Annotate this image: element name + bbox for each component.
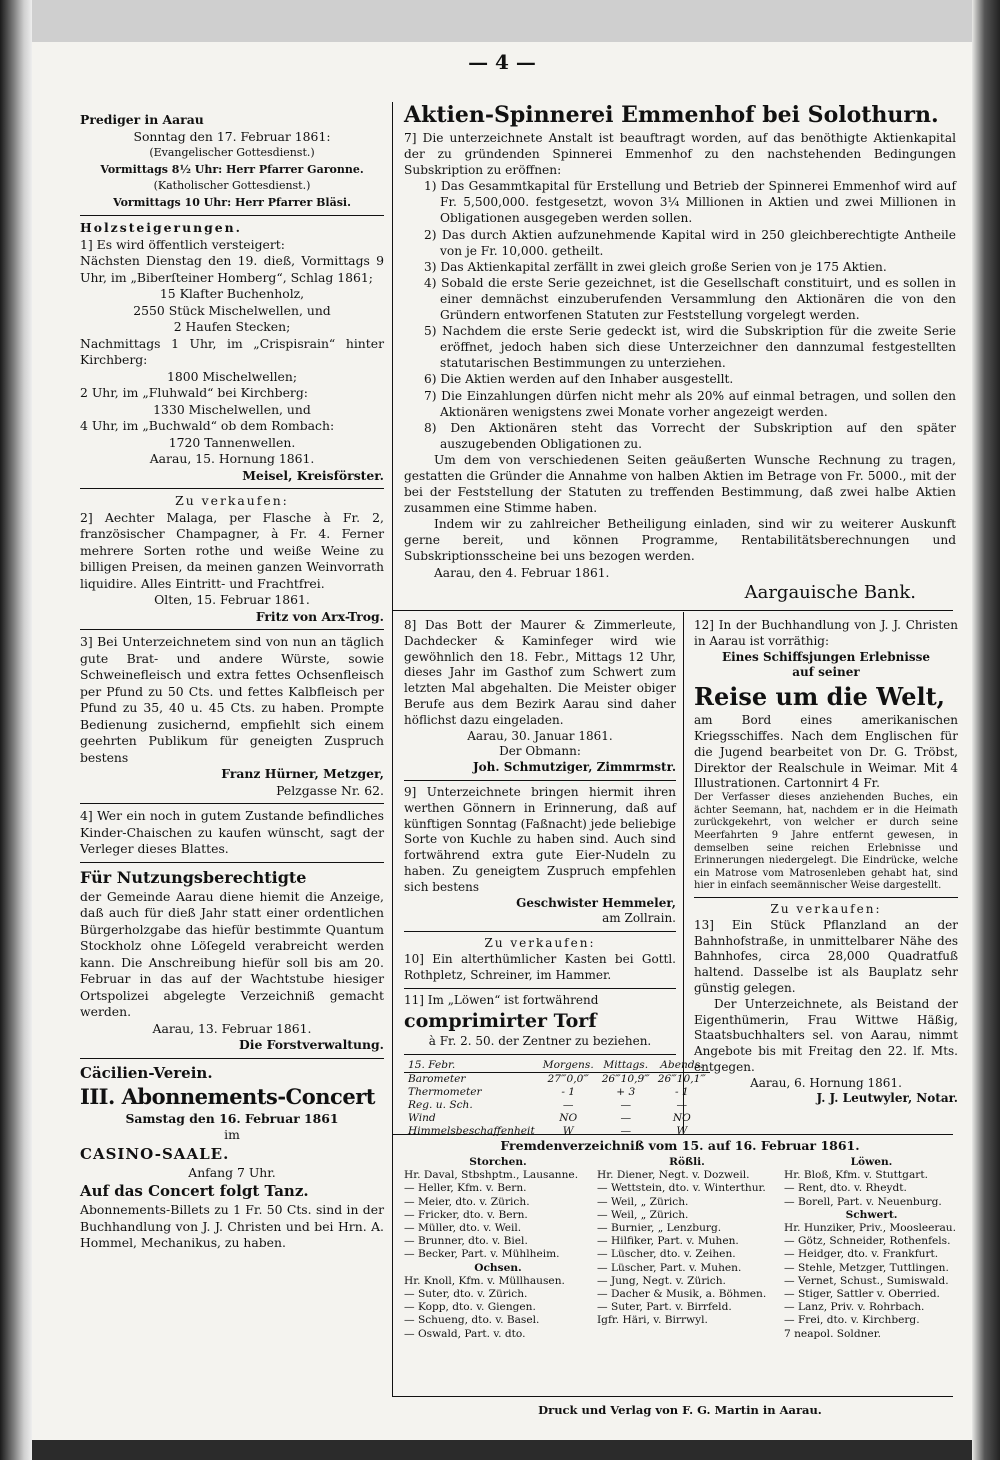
fremden-list — [597, 1169, 777, 1327]
fremden-col1-heading2: Ochsen. — [474, 1261, 522, 1274]
hemmeler-signature: Geschwister Hemmeler, — [516, 895, 676, 910]
fremden-entry: 7 neapol. Soldner. — [784, 1327, 881, 1340]
bott-obmann: Der Obmann: — [499, 744, 581, 759]
fremden-entry: Hr. Bloß, Kfm. v. Stuttgart. — [784, 1169, 928, 1182]
verkauf2-title: Zu verkaufen: — [484, 936, 596, 951]
weather-table — [404, 1059, 710, 1138]
torf-price: à Fr. 2. 50. der Zentner zu beziehen. — [428, 1034, 652, 1049]
weather-row — [404, 1125, 710, 1138]
scan-right-edge — [972, 0, 1000, 1460]
prediger-vorm: Vormittags 8½ Uhr: Herr Pfarrer Garonne. — [100, 162, 364, 176]
buch-text: am Bord eines amerikanischen Kriegsschiffes. Nach dem Englischen für die Jugend bearbeitet von Dr. G. Tröbst, Direktor der Realschule in Weimar. Mit 4 Illustrationen. Cartonnirt 4 Fr. — [694, 713, 958, 791]
weather-cell: — — [676, 1099, 688, 1112]
verkauf3-signature: J. J. Leutwyler, Notar. — [816, 1091, 958, 1106]
aktien-item: 7) Die Einzahlungen dürfen nicht mehr als 20% auf einmal betragen, und sollen den Aktionären wenigstens zwei Monate vorher angezeigt werden. — [424, 388, 956, 419]
fremden-entry: — Wettstein, dto. v. Winterthur. — [597, 1182, 766, 1195]
fremden-col3 — [784, 1156, 959, 1341]
aktien-p2: Indem wir zu zahlreicher Betheiligung einladen, sind wir zu weiterer Auskunft gerne bereit, und können Programme, Rentabilitätsberechnungen und Subskriptionsscheine bei uns bezogen werden. — [404, 517, 956, 564]
fremden-entry: — Hilfiker, Part. v. Muhen. — [597, 1235, 739, 1248]
holz-l1: 15 Klafter Buchenholz, — [159, 286, 305, 301]
prediger-evang: (Evangelischer Gottesdienst.) — [149, 146, 315, 159]
scan-top-edge — [32, 0, 972, 42]
aktien-signature: Aargauische Bank. — [744, 581, 916, 603]
weather-cell: 27‴0,0‴ — [547, 1073, 589, 1086]
holz-l6: 1720 Tannenwellen. — [168, 434, 296, 450]
weather-cell: NO — [559, 1112, 578, 1125]
fremden-entry: — Suter, dto. v. Zürich. — [404, 1288, 528, 1301]
aktien-item: 1) Das Gesammtkapital für Erstellung und Betrieb der Spinnerei Emmenhof wird auf Fr. 5,500,000. festgesetzt, wovon 3¼ Millionen in Aktien und zwei Millionen in Obligationen ausgegeben werden sollen. — [424, 179, 956, 226]
weather-cell: Reg. u. Sch. — [408, 1099, 473, 1112]
concert-im: im — [224, 1127, 240, 1142]
fremden-entry: Hr. Daval, Stbshptm., Lausanne. — [404, 1169, 579, 1182]
nutzung-date: Aarau, 13. Februar 1861. — [152, 1020, 312, 1036]
fremden-col1-heading: Storchen. — [469, 1156, 527, 1168]
torf-intro: 11] Im „Löwen“ ist fortwährend — [404, 992, 599, 1007]
bott-date: Aarau, 30. Januar 1861. — [467, 728, 613, 743]
verkauf1-text: 2] Aechter Malaga, per Flasche à Fr. 2, französischer Champagner, à Fr. 4. Ferner mehrere Sorten rothe und weiße Weine zu billigen Preisen, da meinen ganzen Weinvorrath liquidire. Alles Eintritt- und Frachtfrei. — [80, 509, 384, 591]
fremden-col3-heading: Löwen. — [850, 1156, 893, 1168]
nutzung-text: der Gemeinde Aarau diene hiemit die Anzeige, daß auch für dieß Jahr statt einer ordentlichen Bürgerholzgabe das hiefür bestimmte Quantum Stockholz ohne Löſegeld verabreicht werden kann. Die Anschreibung hiefür soll bis am 20. Februar in das auf der Wachtstube hiesiger Ortspolizei abgelegte Verzeichniß gemacht werden. — [80, 888, 384, 1019]
holz-p2: Nächsten Dienstag den 19. dieß, Vormittags 9 Uhr, im „Biberſteiner Homberg“, Schlag 1861; — [80, 253, 384, 285]
right-column — [694, 618, 958, 1107]
weather-cell: 26‴10,1‴ — [657, 1073, 706, 1086]
torf-title: comprimirter Torf — [404, 1010, 597, 1033]
fremden-entry: — Götz, Schneider, Rothenfels. — [784, 1235, 951, 1248]
weather-cell: W — [676, 1125, 688, 1138]
buch-title3: Reise um die Welt, — [694, 682, 946, 712]
fremden-entry: — Fricker, dto. v. Bern. — [404, 1208, 528, 1221]
fremden-entry: — Müller, dto. v. Weil. — [404, 1222, 522, 1235]
holz-p1: 1] Es wird öffentlich versteigert: — [80, 236, 285, 252]
footer — [404, 1402, 956, 1419]
holz-p5: 4 Uhr, im „Buchwald“ ob dem Rombach: — [80, 418, 335, 433]
concert-date: Samstag den 16. Februar 1861 — [125, 1110, 339, 1126]
fremden-entry: — Meier, dto. v. Zürich. — [404, 1195, 530, 1208]
aktien-item: 8) Den Aktionären steht das Vorrecht der Subskription auf den später auszugebenden Obligationen zu. — [424, 420, 956, 451]
verkauf3-text2: Der Unterzeichnete, als Beistand der Eigenthümerin, Frau Wittwe Häßig, Staatsbuchhalters sel. von Aarau, nimmt Angebote bis mit Freitag den 22. lf. Mts. entgegen. — [694, 996, 958, 1074]
verkauf1-date: Olten, 15. Februar 1861. — [154, 592, 310, 607]
fremden-list — [404, 1275, 592, 1341]
fremden-list — [784, 1222, 959, 1341]
buch-intro: 12] In der Buchhandlung von J. J. Christen in Aarau ist vorräthig: — [694, 618, 958, 648]
fremden-entry: — Becker, Part. v. Mühlheim. — [404, 1248, 560, 1261]
weather-header-cell: Morgens. — [542, 1059, 594, 1072]
fremden-entry: — Suter, Part. v. Birrfeld. — [597, 1301, 732, 1314]
aktien-item: 6) Die Aktien werden auf den Inhaber ausgestellt. — [424, 372, 734, 387]
fremden-col2 — [597, 1156, 777, 1328]
prediger-kath: (Katholischer Gottesdienst.) — [153, 179, 311, 192]
holz-date: Aarau, 15. Hornung 1861. — [149, 451, 315, 466]
aktien-section — [404, 100, 956, 605]
weather-cell: - 1 — [561, 1086, 576, 1099]
weather-cell: W — [562, 1125, 574, 1138]
bott-signature: Joh. Schmutziger, Zimmrmstr. — [472, 760, 676, 775]
fremden-entry: — Brunner, dto. v. Biel. — [404, 1235, 528, 1248]
nutzung-title: Für Nutzungsberechtigte — [80, 867, 307, 887]
aktien-item: 3) Das Aktienkapital zerfällt in zwei gleich große Serien von je 175 Aktien. — [424, 259, 887, 274]
concert-anfang: Anfang 7 Uhr. — [188, 1164, 276, 1180]
prediger-date: Sonntag den 17. Februar 1861: — [133, 128, 331, 144]
fremden-title: Fremdenverzeichniß vom 15. auf 16. Februar 1861. — [500, 1138, 860, 1153]
weather-cell: — — [620, 1099, 632, 1112]
verkauf2-text: 10] Ein alterthümlicher Kasten bei Gottl. Rothpletz, Schreiner, im Hammer. — [404, 951, 676, 982]
concert-verein: Cäcilien-Verein. — [80, 1063, 213, 1082]
weather-cell: Wind — [408, 1112, 436, 1125]
fremden-entry: Hr. Knoll, Kfm. v. Müllhausen. — [404, 1274, 565, 1287]
holz-l2: 2550 Stück Mischelwellen, und — [133, 302, 331, 318]
holz-p4: 2 Uhr, im „Fluhwald“ bei Kirchberg: — [80, 385, 308, 400]
weather-header-cell: 15. Febr. — [408, 1059, 456, 1072]
metzger-text: 3] Bei Unterzeichnetem sind von nun an täglich gute Brat- und andere Würste, sowie Schweinefleisch und extra fettes Ochsenfleisch per Pfund zu 50 Cts. und fettes Kalbfleisch per Pfund zu 35, 40 u. 45 Cts. zu haben. Prompte Bedienung zusichernd, empfiehlt sich einem geehrten Publikum für geneigten Zuspruch bestens — [80, 634, 384, 765]
fremden-col3-heading2: Schwert. — [845, 1208, 898, 1221]
footer-text: Druck und Verlag von F. G. Martin in Aarau. — [538, 1403, 822, 1417]
newspaper-page — [32, 42, 972, 1440]
fremden-entry: — Lüscher, Part. v. Muhen. — [597, 1261, 742, 1274]
aktien-items — [404, 178, 956, 452]
verkauf1-signature: Fritz von Arx-Trog. — [255, 608, 384, 624]
nutzung-signature: Die Forstverwaltung. — [239, 1037, 384, 1052]
aktien-title: Aktien-Spinnerei Emmenhof bei Solothurn. — [404, 102, 939, 128]
hemmeler-address: am Zollrain. — [602, 911, 676, 926]
holz-l4: 1800 Mischelwellen; — [166, 368, 298, 384]
aktien-item: 4) Sobald die erste Serie gezeichnet, ist die Gesellschaft constituirt, und es sollen in einer demnächst einzuberufenden Versammlung den Aktionären die von den Gründern entworfenen Statuten zur Feststellung vorgelegt werden. — [424, 275, 956, 323]
fremden-entry: Hr. Diener, Negt. v. Dozweil. — [597, 1169, 750, 1182]
hemmeler-text: 9] Unterzeichnete bringen hiermit ihren werthen Gönnern in Erinnerung, daß auf künftigen Sonntag (Faßnacht) jede beliebige Sorte von Kuchle zu haben sind. Auch sind fortwährend extra gute Eier-Nudeln zu haben. Zu geneigtem Zuspruch empfehlen sich bestens — [404, 784, 676, 894]
holz-p3: Nachmittags 1 Uhr, im „Crispisrain“ hinter Kirchberg: — [80, 335, 384, 367]
fremden-entry: — Frei, dto. v. Kirchberg. — [784, 1314, 920, 1327]
fremden-entry: — Rent, dto. v. Rheydt. — [784, 1182, 907, 1195]
fremden-entry: — Stiger, Sattler v. Oberried. — [784, 1288, 940, 1301]
weather-cell: Himmelsbeschaffenheit — [408, 1125, 535, 1138]
column-divider-mid — [683, 612, 684, 1132]
concert-title: III. Abonnements-Concert — [80, 1083, 375, 1109]
concert-tanz: Auf das Concert folgt Tanz. — [80, 1182, 309, 1200]
prediger-title: Prediger in Aarau — [80, 112, 204, 127]
holz-l5: 1330 Mischelwellen, und — [153, 401, 311, 417]
fremden-entry: — Dacher & Musik, a. Böhmen. — [597, 1288, 767, 1301]
aktien-intro: 7] Die unterzeichnete Anstalt ist beauftragt worden, auf das benöthigte Aktienkapital der zu gründenden Spinnerei Emmenhof zu den nachstehenden Bedingungen Subskription zu eröffnen: — [404, 131, 956, 178]
fremden-entry: — Schueng, dto. v. Basel. — [404, 1314, 540, 1327]
book-binding — [0, 0, 32, 1460]
fremden-list — [404, 1169, 592, 1261]
aktien-p1: Um dem von verschiedenen Seiten geäußerten Wunsche Rechnung zu tragen, gestatten die Gründer die Annahme von halben Aktien im Betrage von Fr. 5000., mit der bei der Feststellung der Statuten zu treffenden Bestimmung, daß zwei halbe Aktien zusammen eine Stimme haben. — [404, 452, 956, 516]
fremden-entry: Igfr. Häri, v. Birrwyl. — [597, 1314, 708, 1327]
column-divider-left — [392, 102, 393, 1397]
weather-cell: + 3 — [616, 1086, 636, 1099]
weather-header-cell: Mittags. — [603, 1059, 649, 1072]
verkauf3-title: Zu verkaufen: — [770, 901, 882, 916]
bott-text: 8] Das Bott der Maurer & Zimmerleute, Dachdecker & Kaminfeger wird wie gewöhnlich den 18. Febr., Mittags 12 Uhr, dieses Jahr im Gasthof zum Schwert zum letzten Mal abgehalten. Die Meister obiger Berufe aus dem Bezirk Aarau sind daher höflichst dazu eingeladen. — [404, 618, 676, 727]
weather-cell: — — [562, 1099, 574, 1112]
weather-cell: — — [620, 1125, 632, 1138]
verkauf3-text: 13] Ein Stück Pflanzland an der Bahnhofstraße, in unmittelbarer Nähe des Bahnhofes, circa 28,000 Quadratfuß haltend. Dasselbe ist als Bauplatz sehr günstig gelegen. — [694, 917, 958, 995]
fremden-col1 — [404, 1156, 592, 1341]
weather-header — [404, 1059, 710, 1073]
mid-column — [404, 618, 706, 1138]
fremden-entry: — Stehle, Metzger, Tuttlingen. — [784, 1261, 949, 1274]
aktien-date: Aarau, den 4. Februar 1861. — [434, 565, 610, 580]
fremden-entry: — Weil, „ Zürich. — [597, 1195, 689, 1208]
fremden-entry: — Jung, Negt. v. Zürich. — [597, 1274, 726, 1287]
fremden-entry: — Weil, „ Zürich. — [597, 1208, 689, 1221]
fremden-entry: — Oswald, Part. v. dto. — [404, 1327, 526, 1340]
verkauf1-title: Zu verkaufen: — [175, 493, 289, 508]
metzger-address: Pelzgasse Nr. 62. — [276, 782, 384, 798]
verkauf3-date: Aarau, 6. Hornung 1861. — [750, 1075, 902, 1090]
holz-l3: 2 Haufen Stecken; — [173, 319, 291, 334]
weather-row — [404, 1073, 710, 1087]
fremden-entry: — Lanz, Priv. v. Rohrbach. — [784, 1301, 925, 1314]
weather-cell: — — [620, 1112, 632, 1125]
buch-small: Der Verfasser dieses anziehenden Buches, ein ächter Seemann, hat, nachdem er in die Heimath zurückgekehrt, von welcher er durch seine Meerfahrten 9 Jahre entfernt gewesen, in demselben seine reichen Erlebnisse und Erinnerungen niedergelegt. Die Eindrücke, welche ein Matrose vom Matrosenleben gehabt hat, sind hier in einfach seemännischer Weise dargestellt. — [694, 792, 958, 892]
holz-signature: Meisel, Kreisförster. — [242, 467, 384, 483]
buch-title2: auf seiner — [792, 665, 860, 680]
holz-title: Holzsteigerungen. — [80, 220, 242, 235]
left-column — [80, 112, 384, 1252]
fremden-list — [784, 1169, 959, 1209]
aktien-item: 5) Nachdem die erste Serie gedeckt ist, wird die Subskription für die zweite Serie eröffnet, jedoch haben sich diese Unterzeichner den dannzumal festgestellten statutarischen Bestimmungen zu unterziehen. — [424, 324, 956, 371]
page-number: — 4 — — [468, 50, 536, 74]
weather-cell: Thermometer — [408, 1086, 482, 1099]
weather-cell: Barometer — [408, 1073, 466, 1086]
fremden-entry: — Borell, Part. v. Neuenburg. — [784, 1195, 942, 1208]
fremden-entry: — Burnier, „ Lenzburg. — [597, 1222, 722, 1235]
weather-row — [404, 1086, 710, 1099]
concert-text: Abonnements-Billets zu 1 Fr. 50 Cts. sind in der Buchhandlung von J. J. Christen und bei Hrn. A. Hommel, Mechanikus, zu haben. — [80, 1202, 384, 1250]
section-rule — [393, 1396, 953, 1397]
concert-saal: CASINO-SAALE. — [80, 1144, 230, 1163]
fremden-entry: Hr. Hunziker, Priv., Moosleerau. — [784, 1222, 956, 1235]
aktien-item: 2) Das durch Aktien aufzunehmende Kapital wird in 250 gleichberechtigte Antheile von je Fr. 10,000. getheilt. — [424, 227, 956, 258]
prediger-vorm2: Vormittags 10 Uhr: Herr Pfarrer Bläsi. — [113, 195, 351, 209]
weather-row — [404, 1099, 710, 1112]
fremden-entry: — Heidger, dto. v. Frankfurt. — [784, 1248, 939, 1261]
section-rule — [393, 610, 953, 611]
weather-cell: NO — [672, 1112, 691, 1125]
buch-title1: Eines Schiffsjungen Erlebnisse — [721, 649, 931, 664]
metzger-signature: Franz Hürner, Metzger, — [221, 766, 384, 781]
fremden-section — [404, 1138, 956, 1155]
fremden-entry: — Heller, Kfm. v. Bern. — [404, 1182, 527, 1195]
weather-row — [404, 1112, 710, 1125]
fremden-entry: — Lüscher, dto. v. Zeihen. — [597, 1248, 736, 1261]
fremden-entry: — Vernet, Schust., Sumiswald. — [784, 1274, 949, 1287]
chaischen-text: 4] Wer ein noch in gutem Zustande befindliches Kinder-Chaischen zu kaufen wünscht, sagt der Verleger dieses Blattes. — [80, 808, 384, 856]
weather-header-cell: Abends. — [660, 1059, 704, 1072]
fremden-col2-heading: Rößli. — [669, 1156, 705, 1168]
weather-cell: 26‴10,9‴ — [601, 1073, 650, 1086]
weather-cell: - 1 — [674, 1086, 689, 1099]
fremden-entry: — Kopp, dto. v. Giengen. — [404, 1301, 536, 1314]
